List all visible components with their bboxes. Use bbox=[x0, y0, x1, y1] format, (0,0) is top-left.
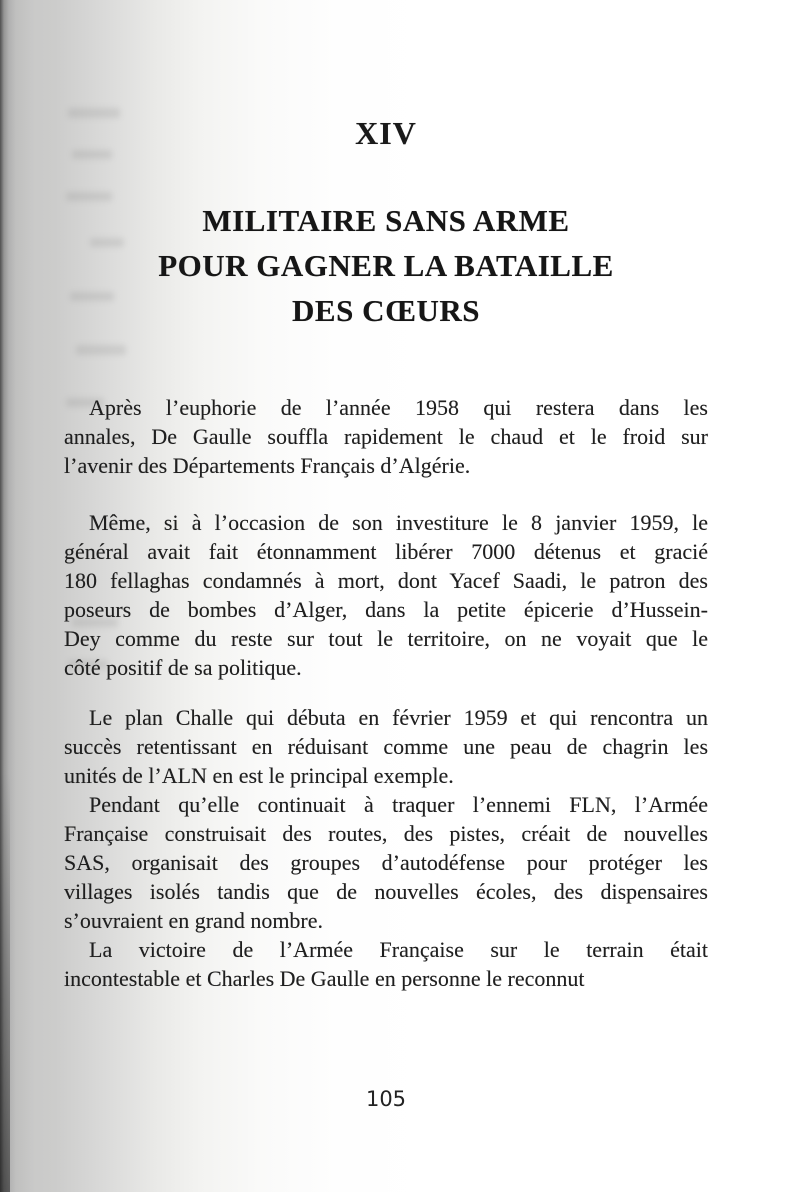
chapter-title-line: POUR GAGNER LA BATAILLE bbox=[158, 248, 614, 283]
paragraph bbox=[64, 935, 708, 993]
text-line: Pendant qu’elle continuait à traquer l’ennemi FLN, l’Armée bbox=[89, 792, 708, 817]
text-line: l’avenir des Départements Français d’Algérie. bbox=[64, 453, 471, 478]
text-line: annales, De Gaulle souffla rapidement le chaud et le froid sur bbox=[64, 424, 708, 449]
text-line: Le plan Challe qui débuta en février 1959 et qui rencontra un bbox=[89, 705, 708, 730]
text-line: SAS, organisait des groupes d’autodéfense pour protéger les bbox=[64, 850, 708, 875]
body-text bbox=[64, 393, 708, 993]
paragraph bbox=[64, 393, 708, 480]
text-line: 180 fellaghas condamnés à mort, dont Yacef Saadi, le patron des bbox=[64, 568, 708, 593]
paragraph bbox=[64, 703, 708, 790]
text-line: général avait fait étonnamment libérer 7000 détenus et gracié bbox=[64, 539, 708, 564]
paragraph bbox=[64, 508, 708, 682]
text-line: côté positif de sa politique. bbox=[64, 655, 302, 680]
spine-shadow-bottom bbox=[0, 772, 10, 1192]
page-content bbox=[64, 0, 708, 1111]
page-number: 105 bbox=[365, 1087, 407, 1111]
chapter-number: XIV bbox=[355, 115, 417, 151]
chapter-title-line: DES CŒURS bbox=[292, 293, 480, 328]
text-line: Même, si à l’occasion de son investiture le 8 janvier 1959, le bbox=[89, 510, 708, 535]
text-line: La victoire de l’Armée Française sur le terrain était bbox=[89, 937, 708, 962]
text-line: Après l’euphorie de l’année 1958 qui restera dans les bbox=[89, 395, 708, 420]
text-line: succès retentissant en réduisant comme une peau de chagrin les bbox=[64, 734, 708, 759]
text-line: s’ouvraient en grand nombre. bbox=[64, 908, 324, 933]
text-line: poseurs de bombes d’Alger, dans la petite épicerie d’Hussein- bbox=[64, 597, 708, 622]
paragraph bbox=[64, 790, 708, 935]
text-line: Française construisait des routes, des pistes, créait de nouvelles bbox=[64, 821, 708, 846]
text-line: villages isolés tandis que de nouvelles écoles, des dispensaires bbox=[64, 879, 708, 904]
chapter-title-line: MILITAIRE SANS ARME bbox=[202, 203, 570, 238]
chapter-title bbox=[64, 198, 708, 333]
text-line: unités de l’ALN en est le principal exemple. bbox=[64, 763, 454, 788]
text-line: Dey comme du reste sur tout le territoire, on ne voyait que le bbox=[64, 626, 708, 651]
text-line: incontestable et Charles De Gaulle en personne le reconnut bbox=[64, 966, 585, 991]
